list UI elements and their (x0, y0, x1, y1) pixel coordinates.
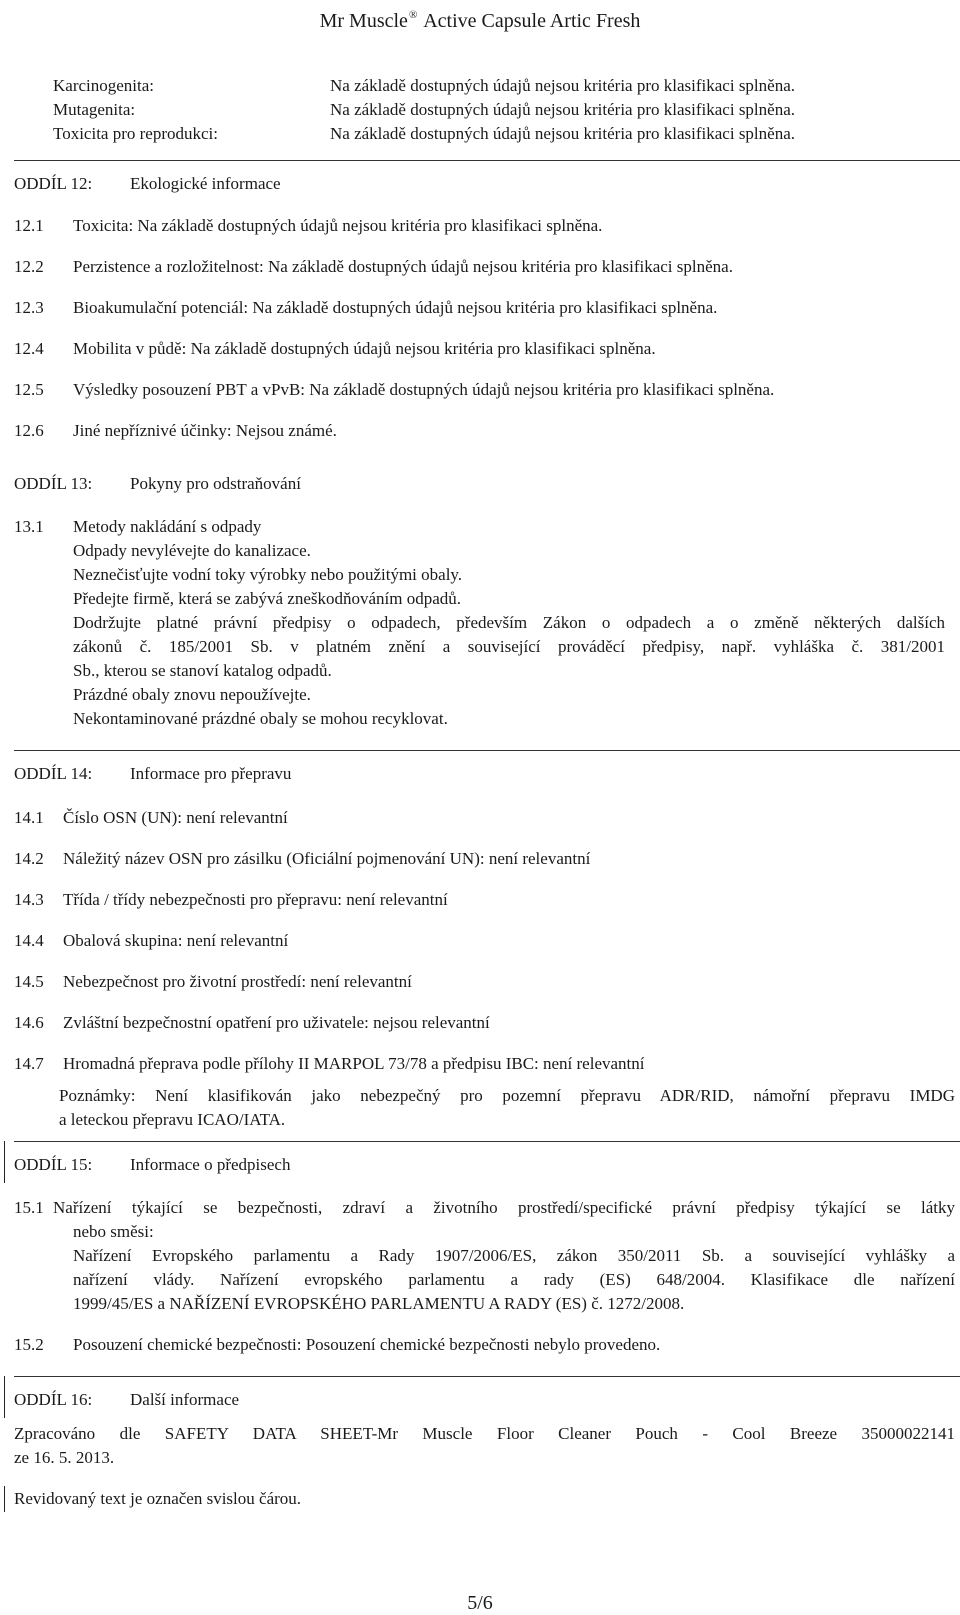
item-15-2-number: 15.2 (14, 1335, 44, 1354)
reproductive-toxicity-value: Na základě dostupných údajů nejsou kritéria pro klasifikaci splněna. (330, 124, 795, 143)
transport-note-line-2: a leteckou přepravu ICAO/IATA. (59, 1110, 286, 1129)
header-title-b: Active Capsule Artic Fresh (423, 10, 641, 32)
item-15-1-line-2: nebo směsi: (73, 1222, 154, 1241)
waste-line-5: Nekontaminované prázdné obaly se mohou recyklovat. (73, 709, 448, 728)
page-number: 5/6 (467, 1592, 493, 1614)
item-14-6-text: Zvláštní bezpečnostní opatření pro uživatele: nejsou relevantní (63, 1013, 490, 1032)
source-note-line-1: Zpracováno dle SAFETY DATA SHEET-Mr Muscle Floor Cleaner Pouch - Cool Breeze 35000022141 (14, 1424, 955, 1443)
item-12-3-number: 12.3 (14, 298, 44, 317)
section-13-number: ODDÍL 13: (14, 474, 93, 493)
item-12-2-text: Perzistence a rozložitelnost: Na základě dostupných údajů nejsou kritéria pro klasifikaci splněna. (73, 257, 733, 276)
item-14-6-number: 14.6 (14, 1013, 44, 1032)
item-14-1-text: Číslo OSN (UN): není relevantní (63, 808, 288, 827)
section-15-number: ODDÍL 15: (14, 1155, 93, 1174)
item-12-1-number: 12.1 (14, 216, 44, 235)
section-divider (14, 160, 960, 161)
registered-mark: ® (408, 9, 418, 21)
revised-text-note: Revidovaný text je označen svislou čárou. (14, 1489, 302, 1508)
section-divider (14, 750, 960, 751)
item-14-3-text: Třída / třídy nebezpečnosti pro přepravu: není relevantní (63, 890, 448, 909)
section-divider (14, 1141, 960, 1142)
item-14-4-number: 14.4 (14, 931, 44, 950)
revision-bar (4, 1141, 5, 1183)
section-16-title: Další informace (130, 1390, 240, 1409)
item-14-7-number: 14.7 (14, 1054, 44, 1073)
item-12-4-number: 12.4 (14, 339, 44, 358)
item-12-5-number: 12.5 (14, 380, 44, 399)
section-16-number: ODDÍL 16: (14, 1390, 93, 1409)
waste-line-4: Prázdné obaly znovu nepoužívejte. (73, 685, 311, 704)
waste-line-3: Předejte firmě, která se zabývá zneškodňováním odpadů. (73, 589, 462, 608)
source-note-line-2: ze 16. 5. 2013. (14, 1448, 115, 1467)
item-15-1-body-line-3: 1999/45/ES a NAŘÍZENÍ EVROPSKÉHO PARLAMENTU A RADY (ES) č. 1272/2008. (73, 1294, 685, 1313)
item-12-4-text: Mobilita v půdě: Na základě dostupných údajů nejsou kritéria pro klasifikaci splněna. (73, 339, 656, 358)
item-12-5-text: Výsledky posouzení PBT a vPvB: Na základě dostupných údajů nejsou kritéria pro klasifikaci splněna. (73, 380, 775, 399)
item-12-2-number: 12.2 (14, 257, 44, 276)
reproductive-toxicity-label: Toxicita pro reprodukci: (53, 124, 218, 143)
item-14-5-text: Nebezpečnost pro životní prostředí: není relevantní (63, 972, 412, 991)
revision-bar (4, 1376, 5, 1418)
carcinogenicity-value: Na základě dostupných údajů nejsou kritéria pro klasifikaci splněna. (330, 76, 795, 95)
item-15-1-body-line-1: Nařízení Evropského parlamentu a Rady 1907/2006/ES, zákon 350/2011 Sb. a související vyhlášky a (73, 1246, 955, 1265)
item-15-1-line-1: Nařízení týkající se bezpečnosti, zdraví a životního prostředí/specifické právní předpisy týkající se látky (53, 1198, 955, 1217)
waste-paragraph-line-1: Dodržujte platné právní předpisy o odpadech, především Zákon o odpadech a o změně některých dalších (73, 613, 945, 632)
carcinogenicity-label: Karcinogenita: (53, 76, 155, 95)
item-15-1-number: 15.1 (14, 1198, 44, 1217)
waste-paragraph-line-2: zákonů č. 185/2001 Sb. v platném znění a související prováděcí předpisy, např. vyhláška č. 381/2001 (73, 637, 945, 656)
item-14-5-number: 14.5 (14, 972, 44, 991)
transport-note-line-1: Poznámky: Není klasifikován jako nebezpečný pro pozemní přepravu ADR/RID, námořní přepravu IMDG (59, 1086, 955, 1105)
section-divider (14, 1376, 960, 1377)
item-15-1-body-line-2: nařízení vlády. Nařízení evropského parlamentu a rady (ES) 648/2004. Klasifikace dle nařízení (73, 1270, 955, 1289)
section-12-title: Ekologické informace (130, 174, 281, 193)
header-title-a: Mr Muscle (319, 10, 408, 32)
item-12-6-number: 12.6 (14, 421, 44, 440)
item-12-1-text: Toxicita: Na základě dostupných údajů nejsou kritéria pro klasifikaci splněna. (73, 216, 603, 235)
item-14-1-number: 14.1 (14, 808, 44, 827)
waste-line-2: Neznečisťujte vodní toky výrobky nebo použitými obaly. (73, 565, 463, 584)
section-12-number: ODDÍL 12: (14, 174, 93, 193)
item-13-1-title: Metody nakládání s odpady (73, 517, 262, 536)
page-header (0, 3, 960, 33)
mutagenicity-label: Mutagenita: (53, 100, 136, 119)
item-12-3-text: Bioakumulační potenciál: Na základě dostupných údajů nejsou kritéria pro klasifikaci splněna. (73, 298, 718, 317)
waste-paragraph-line-3: Sb., kterou se stanoví katalog odpadů. (73, 661, 332, 680)
item-14-7-text: Hromadná přeprava podle přílohy II MARPOL 73/78 a předpisu IBC: není relevantní (63, 1054, 645, 1073)
section-15-title: Informace o předpisech (130, 1155, 291, 1174)
item-12-6-text: Jiné nepříznivé účinky: Nejsou známé. (73, 421, 337, 440)
section-13-title: Pokyny pro odstraňování (130, 474, 301, 493)
revision-bar (4, 1486, 5, 1512)
section-14-number: ODDÍL 14: (14, 764, 93, 783)
item-14-2-number: 14.2 (14, 849, 44, 868)
item-14-4-text: Obalová skupina: není relevantní (63, 931, 289, 950)
item-14-2-text: Náležitý název OSN pro zásilku (Oficiální pojmenování UN): není relevantní (63, 849, 591, 868)
section-14-title: Informace pro přepravu (130, 764, 292, 783)
item-14-3-number: 14.3 (14, 890, 44, 909)
item-13-1-number: 13.1 (14, 517, 44, 536)
mutagenicity-value: Na základě dostupných údajů nejsou kritéria pro klasifikaci splněna. (330, 100, 795, 119)
waste-line-1: Odpady nevylévejte do kanalizace. (73, 541, 311, 560)
item-15-2-text: Posouzení chemické bezpečnosti: Posouzení chemické bezpečnosti nebylo provedeno. (73, 1335, 661, 1354)
